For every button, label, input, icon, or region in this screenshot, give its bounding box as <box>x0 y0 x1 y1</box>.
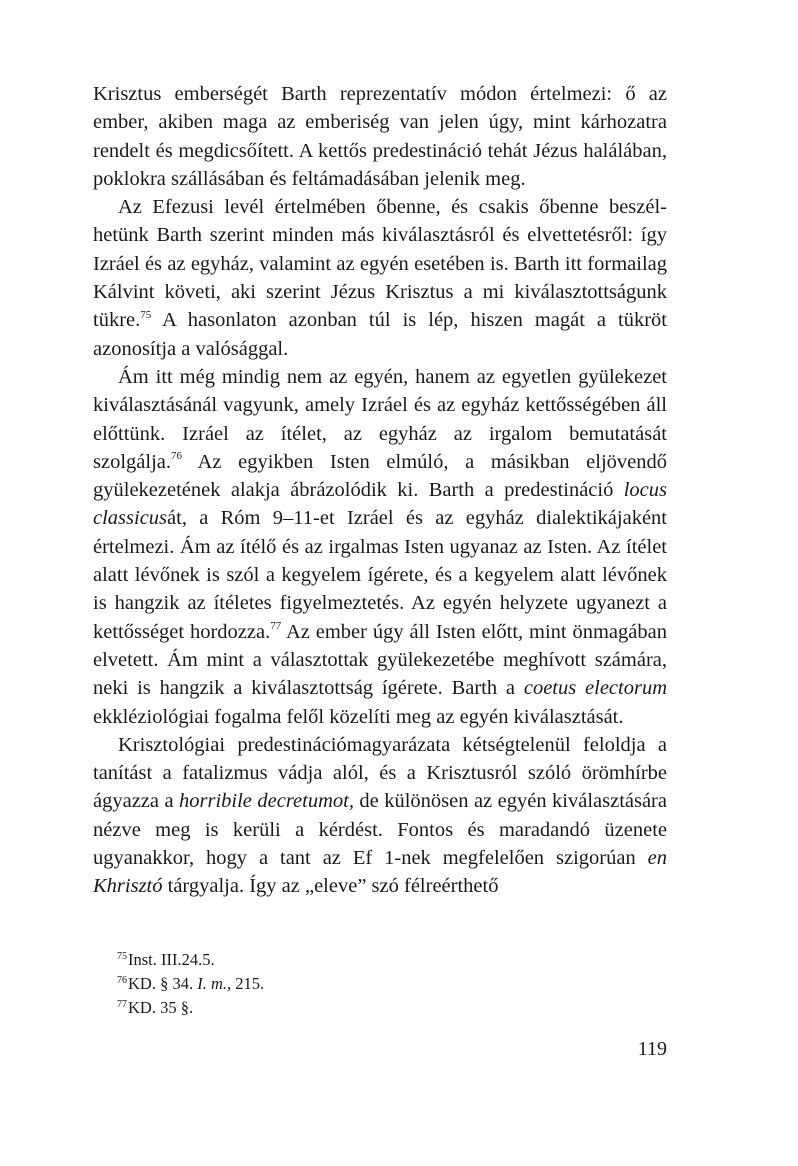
paragraph <box>93 193 667 363</box>
footnote-number: 75 <box>117 950 127 962</box>
text-run: A hasonlaton azonban túl is lép, hiszen magát a tükröt azonosítja a valósággal. <box>93 309 667 360</box>
text-run: 215. <box>231 974 265 993</box>
text-run: ekkléziológiai fogalma felől közelíti meg az egyén kiválasztását. <box>93 705 624 728</box>
text-run: Az egyikben Isten elmúló, a másikban eljövendő gyülekezetének alakja ábrázolódik ki. Barth a predestináció <box>93 450 667 502</box>
italic-term: horribile decretumot, <box>179 790 354 813</box>
text-run: de különösen az egyén kiválasztására nézve meg is kerüli a kérdést. Fontos és maradandó üzenete ugyanakkor, hogy a tant az Ef 1-nek megfelelően szigorúan <box>93 790 667 870</box>
text-run: Inst. III.24.5. <box>128 950 215 969</box>
italic-term: coetus electorum <box>523 677 667 700</box>
italic-term: I. m., <box>197 974 232 993</box>
text-run: Krisztológiai predestinációmagyarázata kétségtelenül feloldja a tanítást a fatalizmus vádja alól, és a Krisztusról szóló örömhírbe ágyazza a <box>93 733 667 813</box>
text-run: KD. § 34. <box>128 974 198 993</box>
footnotes <box>117 948 657 1020</box>
paragraph <box>93 80 667 193</box>
main-text <box>93 80 667 901</box>
text-run: át, a Róm 9–11-et Izráel és az egyház dialektikájaként értelmezi. Ám az ítélő és az irgalmas Isten ugyanaz az Isten. Az ítélet alatt lévőnek is szól a kegyelem ígérete, és a kegyelem alatt lévőnek is hangzik az ítéletes figyelmeztetés. Az egyén helyzete ugyanezt a kettősséget hordozza. <box>93 507 667 643</box>
text-run: KD. 35 §. <box>128 998 194 1017</box>
text-run: Ám itt még mindig nem az egyén, hanem az egyetlen gyülekezet kiválasztásánál vagyunk, amely Izráel és az egyház kettősségében áll előttünk. Izráel az ítélet, az egyház az irgalom bemutatását szolgálja. <box>93 365 667 473</box>
text-run: Az ember úgy áll Isten előtt, mint önmagában elvetett. Ám mint a választottak gyülekezetébe meghívott számára, neki is hangzik a kiválasztottság ígérete. Barth a <box>93 620 667 700</box>
footnote-number: 76 <box>117 974 127 986</box>
footnote <box>117 948 657 972</box>
footnote-ref: 76 <box>171 450 182 463</box>
paragraph <box>93 731 667 901</box>
text-run: Krisztus emberségét Barth reprezentatív módon értelmezi: ő az ember, akiben maga az emberiség van jelen úgy, mint kárhozatra rendelt és megdicsőített. A kettős predestináció tehát Jézus halálában, poklokra szállásában és feltámadásában jelenik meg. <box>93 83 667 190</box>
footnote <box>117 996 657 1020</box>
italic-term: en Khrisztó <box>93 847 667 898</box>
italic-term: locus classicus <box>93 479 667 530</box>
footnote-number: 77 <box>117 998 127 1010</box>
text-run: tárgyalja. Így az „eleve” szó félreérthető <box>162 875 499 898</box>
page-number: 119 <box>637 1038 667 1060</box>
text-run: Az Efezusi levél értelmében őbenne, és csakis őbenne beszélhetünk Barth szerint minden más kiválasztásról és elvettetésről: így Izráel és az egyház, valamint az egyén esetében is. Barth itt formailag Kálvint követi, aki szerint Jézus Krisztus a mi kiválasztottságunk tükre. <box>93 196 667 332</box>
footnote-ref: 77 <box>270 619 282 632</box>
footnote-ref: 75 <box>140 308 152 321</box>
paragraph <box>93 363 667 731</box>
footnote <box>117 972 657 996</box>
